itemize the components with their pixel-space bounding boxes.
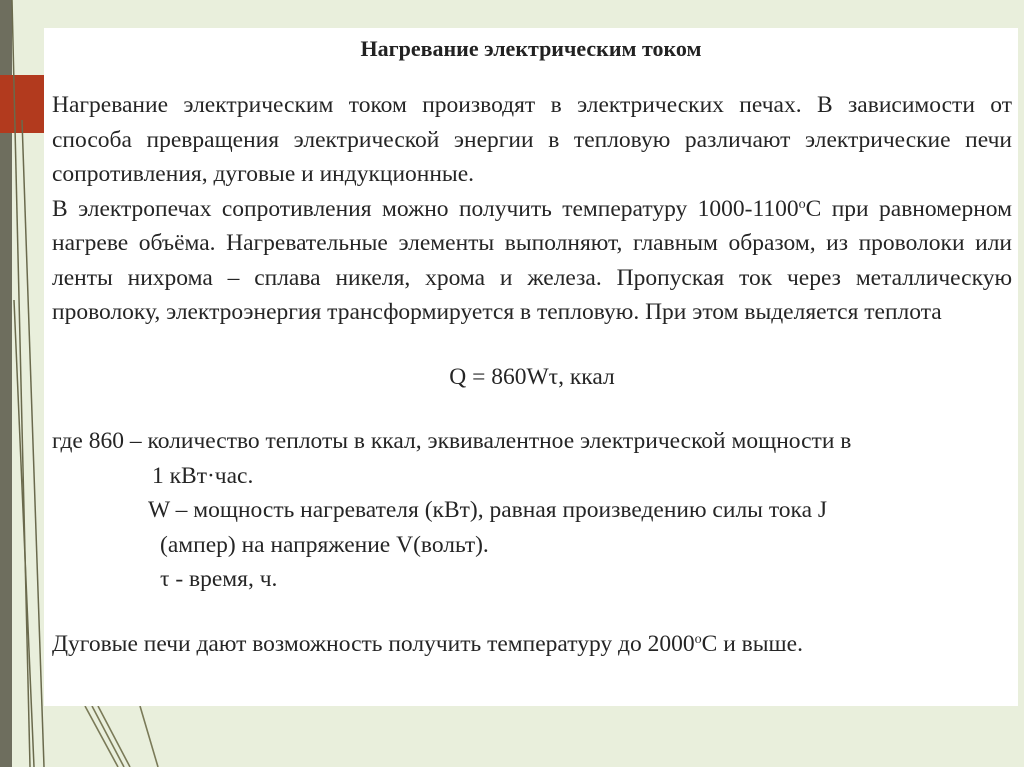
where-line-continued: 1 кВт·час. <box>152 462 254 489</box>
degree-mark: о <box>798 195 806 212</box>
document-panel <box>44 28 1018 706</box>
paragraph-resistance-text-end: С при равномерном нагреве объёма. Нагревательные элементы выполняют, главным образом, из проволоки или ленты нихрома – сплава никеля, хрома и железа. Пропуская ток через металлическую проволоку, электроэнергия трансформируется в тепловую. При этом выделяется теплота <box>52 195 1012 325</box>
paragraph-arc-text-end: С и выше. <box>701 630 803 657</box>
document-body <box>52 88 1012 661</box>
paragraph-intro: Нагревание электрическим током производят в электрических печах. В зависимости от способа превращения электрической энергии в тепловую различают электрические печи сопротивления, дуговые и индукционные. <box>52 92 1012 187</box>
paragraph-resistance-text-start: В электропечах сопротивления можно получить температуру 1000-1100 <box>52 195 799 222</box>
power-definition: W – мощность нагревателя (кВт), равная произведению силы тока J <box>148 497 828 523</box>
degree-mark-2: о <box>694 630 702 647</box>
paragraph-arc-furnace <box>52 627 1012 662</box>
where-line: где 860 – количество теплоты в ккал, эквивалентное электрической мощности в <box>52 428 852 454</box>
paragraph-arc-text-start: Дуговые печи дают возможность получить температуру до 2000 <box>52 630 695 657</box>
power-definition-continued: (ампер) на напряжение V(вольт). <box>160 531 489 558</box>
heat-formula: Q = 860Wτ, ккал <box>449 363 615 390</box>
accent-block <box>0 75 44 133</box>
paragraph-resistance <box>52 192 1012 330</box>
time-definition: τ - время, ч. <box>160 566 278 592</box>
document-title: Нагревание электрическим током <box>360 36 702 61</box>
